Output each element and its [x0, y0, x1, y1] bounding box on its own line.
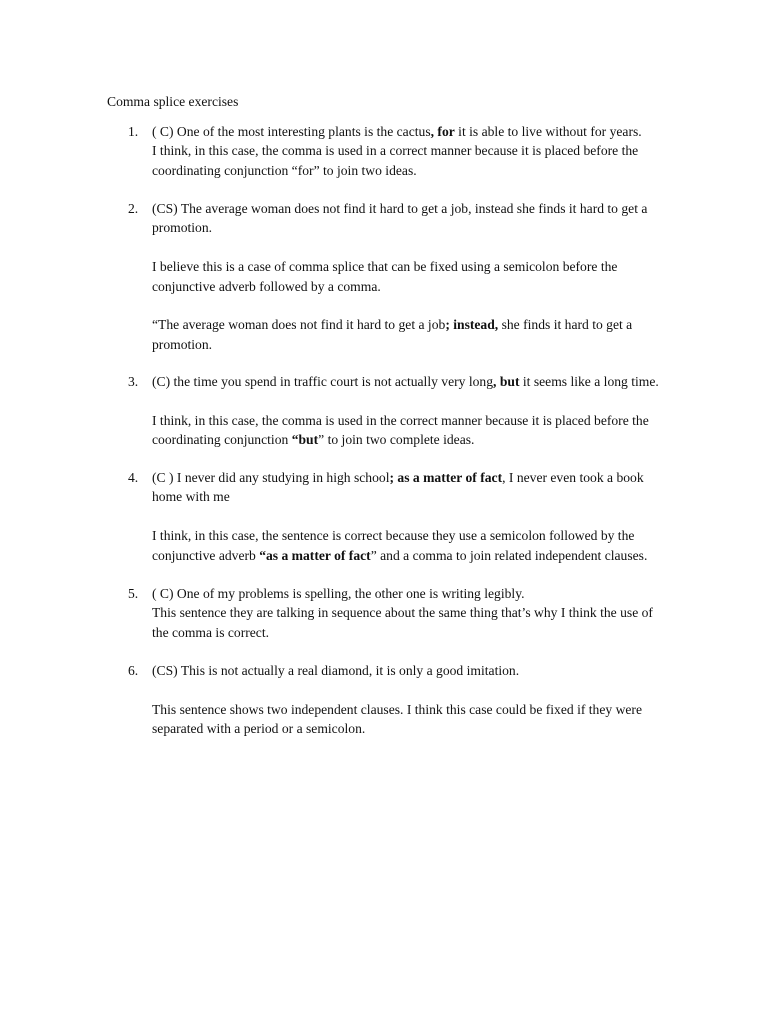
- corrected-sentence: “The average woman does not find it hard to get a job; instead, she finds it hard to get a promotion.: [152, 317, 633, 352]
- list-item: [152, 372, 672, 450]
- explanation: This sentence shows two independent clauses. I think this case could be fixed if they were separated with a period or a semicolon.: [152, 701, 642, 737]
- list-number: 5.: [128, 586, 139, 601]
- exercise-sentence: (CS) This is not actually a real diamond, it is only a good imitation.: [152, 663, 520, 678]
- exercise-sentence: ( C) One of the most interesting plants is the cactus, for it is able to live without for years.: [152, 124, 642, 139]
- exercise-sentence: (C ) I never did any studying in high school; as a matter of fact, I never even took a book home with me: [152, 470, 644, 505]
- list-number: 2.: [128, 201, 139, 216]
- list-item: [152, 661, 672, 739]
- bold-conjunction: ; as a matter of fact: [389, 470, 503, 485]
- explanation: I think, in this case, the sentence is correct because they use a semicolon followed by the conjunctive adverb “as a matter of fact” and a comma to join related independent clauses.: [152, 528, 648, 563]
- exercise-sentence: ( C) One of my problems is spelling, the other one is writing legibly.: [152, 586, 525, 601]
- exercise-sentence: (C) the time you spend in traffic court is not actually very long, but it seems like a long time.: [152, 374, 659, 389]
- exercise-sentence: (CS) The average woman does not find it hard to get a job, instead she finds it hard to get a promotion.: [152, 201, 648, 236]
- list-number: 4.: [128, 470, 139, 485]
- list-number: 3.: [128, 374, 139, 389]
- bold-conjunction: “but: [291, 432, 319, 448]
- document-title: Comma splice exercises: [107, 94, 239, 109]
- bold-conjunction: , for: [430, 124, 455, 139]
- explanation: This sentence they are talking in sequence about the same thing that’s why I think the use of the comma is correct.: [152, 605, 653, 640]
- list-item: [152, 199, 672, 354]
- list-number: 6.: [128, 663, 139, 678]
- list-item: [152, 468, 672, 565]
- bold-conjunction: ; instead,: [445, 317, 499, 333]
- explanation: I think, in this case, the comma is used in the correct manner because it is placed before the coordinating conjunction “but” to join two complete ideas.: [152, 412, 649, 448]
- bold-conjunction: “as a matter of fact: [259, 547, 371, 563]
- bold-conjunction: , but: [493, 374, 520, 389]
- list-item: [152, 584, 672, 642]
- explanation: I think, in this case, the comma is used in a correct manner because it is placed before the coordinating conjunction “for” to join two ideas.: [152, 143, 639, 178]
- explanation: I believe this is a case of comma splice that can be fixed using a semicolon before the conjunctive adverb followed by a comma.: [152, 259, 618, 294]
- list-item: [152, 122, 672, 180]
- list-number: 1.: [128, 124, 139, 139]
